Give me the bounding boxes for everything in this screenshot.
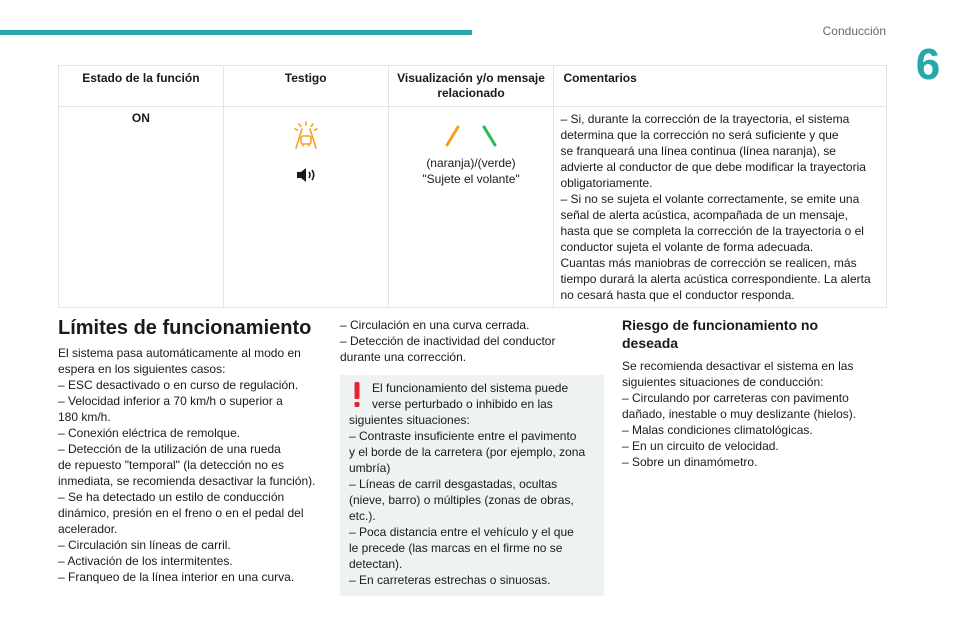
sound-alert-icon bbox=[295, 165, 317, 185]
risk-line: Se recomienda desactivar el sistema en las bbox=[622, 359, 854, 373]
limits-line: – Activación de los intermitentes. bbox=[58, 554, 233, 568]
warning-line: etc.). bbox=[349, 509, 376, 523]
warning-line: (nieve, barro) o múltiples (zonas de obras, bbox=[349, 493, 574, 507]
limits-continued bbox=[340, 317, 604, 596]
warning-line: le precede (las marcas en el firme no se bbox=[349, 541, 563, 555]
table-header-comments: Comentarios bbox=[554, 66, 887, 107]
risk-line: – Malas condiciones climatológicas. bbox=[622, 423, 813, 437]
comment-line: Cuantas más maniobras de corrección se realicen, más bbox=[560, 256, 857, 270]
limits-line: – Circulación sin líneas de carril. bbox=[58, 538, 231, 552]
risk-line: dañado, inestable o muy deslizante (hielos). bbox=[622, 407, 857, 421]
comment-line: señal de alerta acústica, acompañada de un mensaje, bbox=[560, 208, 848, 222]
lane-keeping-warning-icon bbox=[291, 119, 321, 151]
limits-section bbox=[58, 316, 322, 585]
limits-line: – ESC desactivado o en curso de regulación. bbox=[58, 378, 299, 392]
comment-line: – Si, durante la corrección de la trayectoria, el sistema bbox=[560, 112, 850, 126]
header-accent-bar bbox=[0, 30, 472, 35]
limits-line: 180 km/h. bbox=[58, 410, 111, 424]
risk-title-line: deseada bbox=[622, 335, 679, 351]
limits-line: – Se ha detectado un estilo de conducción bbox=[58, 490, 285, 504]
indicator-cell bbox=[223, 107, 388, 308]
limits-line: – Detección de inactividad del conductor bbox=[340, 334, 556, 348]
table-header-display: Visualización y/o mensaje relacionado bbox=[388, 66, 554, 107]
limits-line: de repuesto "temporal" (la detección no es bbox=[58, 458, 284, 472]
warning-line: umbría) bbox=[349, 461, 391, 475]
limits-line: acelerador. bbox=[58, 522, 118, 536]
display-cell bbox=[388, 107, 554, 308]
limits-line: – Franqueo de la línea interior en una curva. bbox=[58, 570, 295, 584]
comment-line: determina que la corrección no será suficiente y que bbox=[560, 128, 839, 142]
limits-line: – Conexión eléctrica de remolque. bbox=[58, 426, 241, 440]
exclamation-warning-icon bbox=[350, 381, 364, 409]
warning-line: – En carreteras estrechas o sinuosas. bbox=[349, 573, 551, 587]
limits-line: espera en los siguientes casos: bbox=[58, 362, 226, 376]
comment-line: se franqueará una línea continua (línea naranja), se bbox=[560, 144, 836, 158]
limits-line: El sistema pasa automáticamente al modo en bbox=[58, 346, 301, 360]
warning-line: El funcionamiento del sistema puede bbox=[372, 381, 569, 395]
limits-line: – Velocidad inferior a 70 km/h o superior a bbox=[58, 394, 283, 408]
comment-line: no cesará hasta que el conductor responda. bbox=[560, 288, 795, 302]
lane-lines-icon bbox=[440, 123, 502, 149]
warning-line: detectan). bbox=[349, 557, 403, 571]
warning-line: verse perturbado o inhibido en las bbox=[372, 397, 553, 411]
comment-line: tiempo durará la alerta acústica correspondiente. La alerta bbox=[560, 272, 871, 286]
limits-line: inmediata, se recomienda desactivar la función). bbox=[58, 474, 316, 488]
orange-lane-line bbox=[447, 127, 458, 145]
risk-title-line: Riesgo de funcionamiento no bbox=[622, 317, 819, 333]
function-state-table bbox=[58, 65, 887, 308]
limits-line: durante una corrección. bbox=[340, 350, 467, 364]
display-message-text: "Sujete el volante" bbox=[422, 172, 520, 186]
warning-line: y el borde de la carretera (por ejemplo, zona bbox=[349, 445, 586, 459]
warning-line: siguientes situaciones: bbox=[349, 413, 470, 427]
warning-line: – Poca distancia entre el vehículo y el que bbox=[349, 525, 574, 539]
table-header-indicator: Testigo bbox=[223, 66, 388, 107]
warning-line: – Líneas de carril desgastadas, ocultas bbox=[349, 477, 558, 491]
section-name: Conducción bbox=[822, 24, 886, 38]
risk-line: – Circulando por carreteras con pavimento bbox=[622, 391, 849, 405]
risk-title bbox=[622, 316, 886, 352]
table-header-row bbox=[59, 66, 887, 107]
comments-cell bbox=[554, 107, 887, 308]
warning-line: – Contraste insuficiente entre el pavimento bbox=[349, 429, 577, 443]
limits-line: – Detección de la utilización de una rueda bbox=[58, 442, 281, 456]
warning-box bbox=[340, 375, 604, 596]
table-header-state: Estado de la función bbox=[59, 66, 224, 107]
table-row bbox=[59, 107, 887, 308]
limits-line: – Circulación en una curva cerrada. bbox=[340, 318, 530, 332]
comment-line: advierte al conductor de que debe modificar la trayectoria bbox=[560, 160, 866, 174]
state-cell: ON bbox=[59, 107, 224, 308]
display-color-text: (naranja)/(verde) bbox=[426, 156, 516, 170]
risk-section bbox=[622, 316, 886, 470]
limits-line: dinámico, presión en el freno o en el pedal del bbox=[58, 506, 304, 520]
comment-line: – Si no se sujeta el volante correctamente, se emite una bbox=[560, 192, 860, 206]
chapter-number: 6 bbox=[915, 40, 941, 89]
comment-line: obligatoriamente. bbox=[560, 176, 653, 190]
risk-line: siguientes situaciones de conducción: bbox=[622, 375, 824, 389]
risk-line: – En un circuito de velocidad. bbox=[622, 439, 779, 453]
limits-title: Límites de funcionamiento bbox=[58, 317, 312, 339]
comment-line: hasta que se completa la corrección de la trayectoria o el bbox=[560, 224, 864, 238]
comment-line: conductor sujeta el volante de forma adecuada. bbox=[560, 240, 814, 254]
risk-line: – Sobre un dinamómetro. bbox=[622, 455, 758, 469]
green-lane-line bbox=[484, 127, 495, 145]
